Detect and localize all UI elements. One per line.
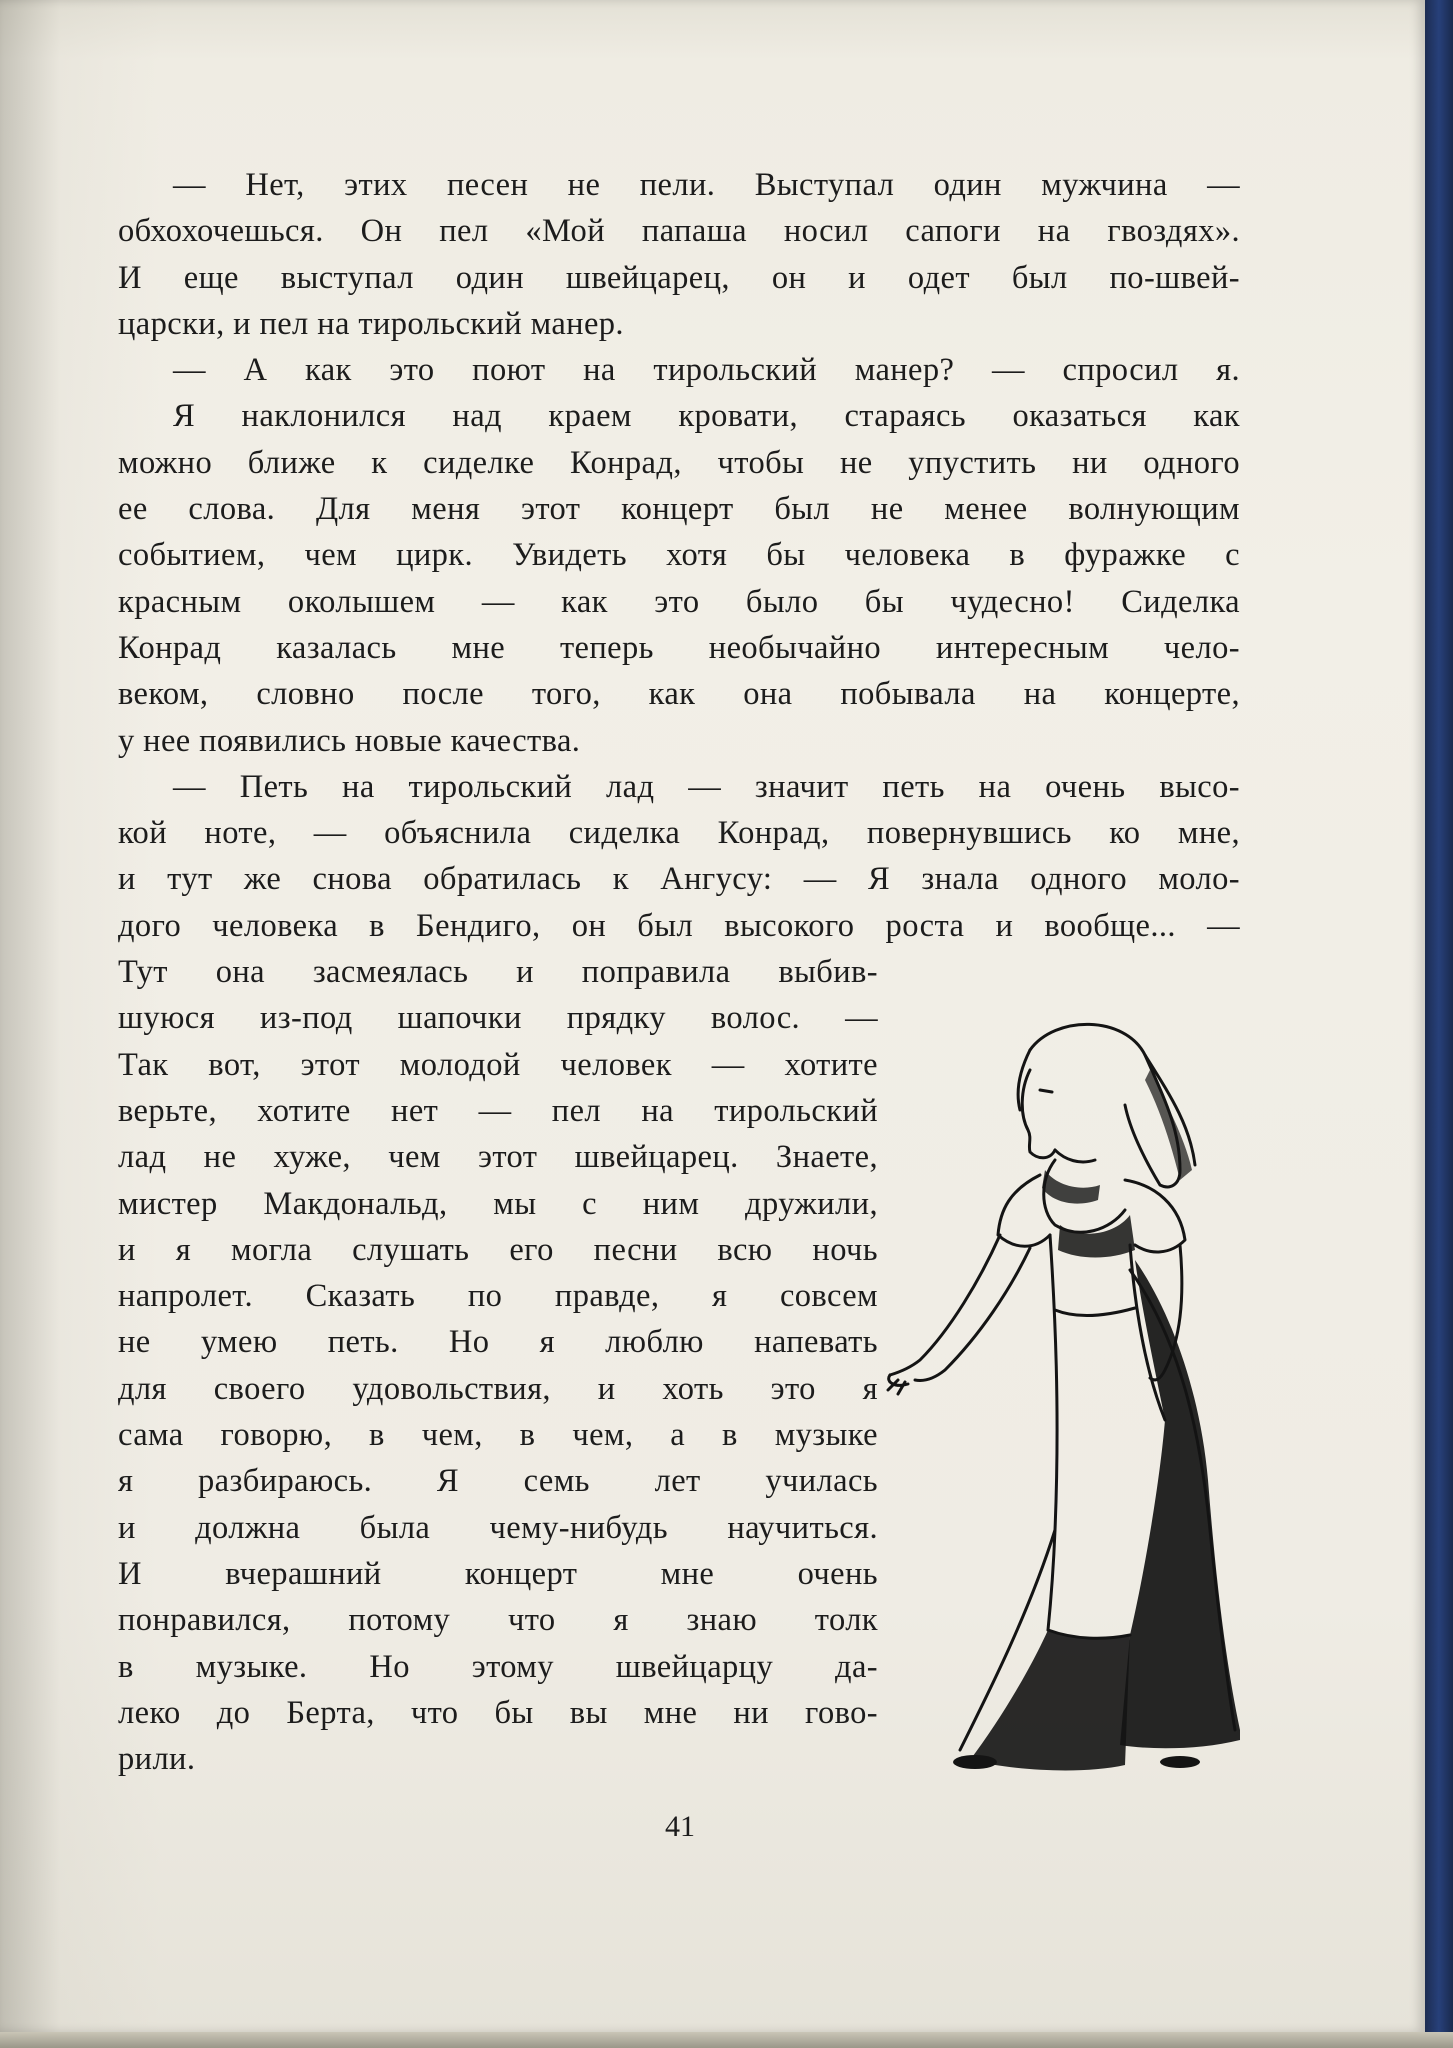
text-line: кой ноте, — объяснила сиделка Конрад, повернувшись ко мне, xyxy=(118,815,1240,852)
book-cover-edge xyxy=(1425,0,1453,2048)
text-line: в музыке. Но этому швейцарцу да- xyxy=(118,1648,878,1685)
text-line: понравился, потому что я знаю толк xyxy=(118,1602,878,1639)
text-line: обхохочешься. Он пел «Мой папаша носил сапоги на гвоздях». xyxy=(118,213,1240,250)
text-line: для своего удовольствия, и хоть это я xyxy=(118,1370,878,1407)
text-line: напролет. Сказать по правде, я совсем xyxy=(118,1278,878,1315)
page-number: 41 xyxy=(665,1810,695,1843)
text-line: и тут же снова обратилась к Ангусу: — Я знала одного моло- xyxy=(118,861,1240,898)
nurse-illustration-icon xyxy=(880,1010,1270,1790)
text-line: сама говорю, в чем, в чем, а в музыке xyxy=(118,1417,878,1454)
text-line: — Нет, этих песен не пели. Выступал один мужчина — xyxy=(173,167,1240,203)
text-line: И вчерашний концерт мне очень xyxy=(118,1555,878,1592)
text-line: ее слова. Для меня этот концерт был не менее волнующим xyxy=(118,491,1240,528)
text-line: веком, словно после того, как она побывала на концерте, xyxy=(118,676,1240,713)
text-line: я разбираюсь. Я семь лет училась xyxy=(118,1463,878,1500)
text-line: дого человека в Бендиго, он был высокого роста и вообще... — xyxy=(118,907,1240,944)
text-line: мистер Макдональд, мы с ним дружили, xyxy=(118,1185,878,1222)
text-line: Так вот, этот молодой человек — хотите xyxy=(118,1046,878,1083)
text-line: красным околышем — как это было бы чудесно! Сиделка xyxy=(118,583,1240,620)
text-line: Я наклонился над краем кровати, стараясь оказаться как xyxy=(173,398,1240,435)
text-line: Конрад казалась мне теперь необычайно интересным чело- xyxy=(118,629,1240,666)
text-line: верьте, хотите нет — пел на тирольский xyxy=(118,1092,878,1129)
text-line: рили. xyxy=(118,1741,196,1778)
text-line: не умею петь. Но я люблю напевать xyxy=(118,1324,878,1361)
text-line: и я могла слушать его песни всю ночь xyxy=(118,1231,878,1268)
text-line: царски, и пел на тирольский манер. xyxy=(118,305,624,342)
text-line: леко до Берта, что бы вы мне ни гово- xyxy=(118,1694,878,1731)
text-line: И еще выступал один швейцарец, он и одет был по-швей- xyxy=(118,259,1240,296)
text-line: у нее появились новые качества. xyxy=(118,722,581,759)
text-line: лад не хуже, чем этот швейцарец. Знаете, xyxy=(118,1139,878,1176)
text-line: Тут она засмеялась и поправила выбив- xyxy=(118,954,878,991)
book-bottom-edge xyxy=(0,2032,1453,2048)
text-line: — А как это поют на тирольский манер? — спросил я. xyxy=(173,352,1240,389)
text-line: шуюся из-под шапочки прядку волос. — xyxy=(118,1000,878,1037)
text-line: событием, чем цирк. Увидеть хотя бы человека в фуражке с xyxy=(118,537,1240,574)
text-line: можно ближе к сиделке Конрад, чтобы не упустить ни одного xyxy=(118,444,1240,481)
text-full-width xyxy=(118,162,1240,949)
text-line: и должна была чему-нибудь научиться. xyxy=(118,1509,878,1546)
text-line: — Петь на тирольский лад — значит петь на очень высо- xyxy=(173,768,1240,805)
